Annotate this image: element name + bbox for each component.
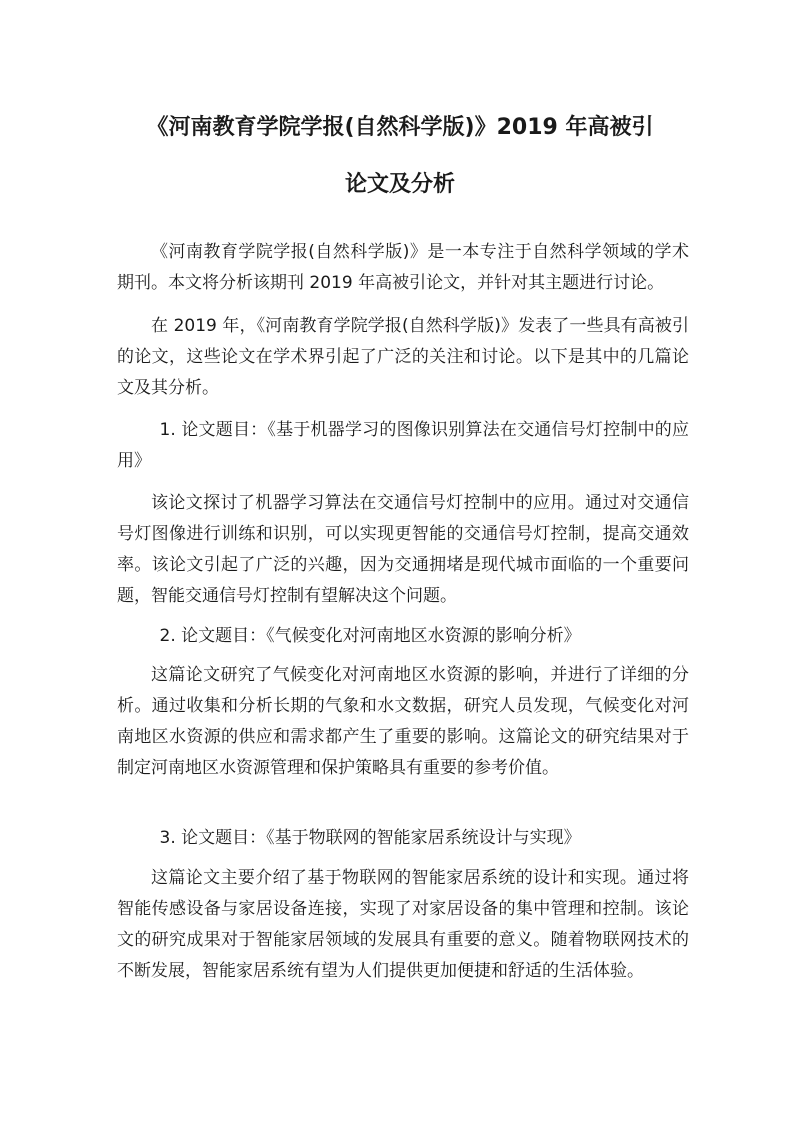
overview-paragraph: 在 2019 年，《河南教育学院学报(自然科学版)》发表了一些具有高被引的论文，这些论文在学术界引起了广泛的关注和讨论。以下是其中的几篇论文及其分析。: [117, 316, 689, 398]
paper-2-analysis: 这篇论文研究了气候变化对河南地区水资源的影响，并进行了详细的分析。通过收集和分析长期的气象和水文数据，研究人员发现，气候变化对河南地区水资源的供应和需求都产生了重要的影响。这篇论文的研究结果对于制定河南地区水资源管理和保护策略具有重要的参考价值。: [117, 665, 689, 778]
document-title-line-2: 论文及分析: [344, 172, 455, 197]
paper-1-analysis: 该论文探讨了机器学习算法在交通信号灯控制中的应用。通过对交通信号灯图像进行训练和识别，可以实现更智能的交通信号灯控制，提高交通效率。该论文引起了广泛的兴趣，因为交通拥堵是现代城市面临的一个重要问题，智能交通信号灯控制有望解决这个问题。: [117, 493, 689, 606]
paper-3-title: 3. 论文题目：《基于物联网的智能家居系统设计与实现》: [159, 828, 581, 848]
document-title-line-1: 《河南教育学院学报(自然科学版)》2019 年高被引: [146, 115, 654, 140]
paper-2-title: 2. 论文题目：《气候变化对河南地区水资源的影响分析》: [159, 626, 581, 646]
paper-1-title: 1. 论文题目：《基于机器学习的图像识别算法在交通信号灯控制中的应用》: [117, 420, 689, 471]
intro-paragraph: 《河南教育学院学报(自然科学版)》是一本专注于自然科学领域的学术期刊。本文将分析该期刊 2019 年高被引论文，并针对其主题进行讨论。: [117, 242, 689, 293]
paper-3-analysis: 这篇论文主要介绍了基于物联网的智能家居系统的设计和实现。通过将智能传感设备与家居设备连接，实现了对家居设备的集中管理和控制。该论文的研究成果对于智能家居领域的发展具有重要的意义。随着物联网技术的不断发展，智能家居系统有望为人们提供更加便捷和舒适的生活体验。: [117, 868, 689, 981]
